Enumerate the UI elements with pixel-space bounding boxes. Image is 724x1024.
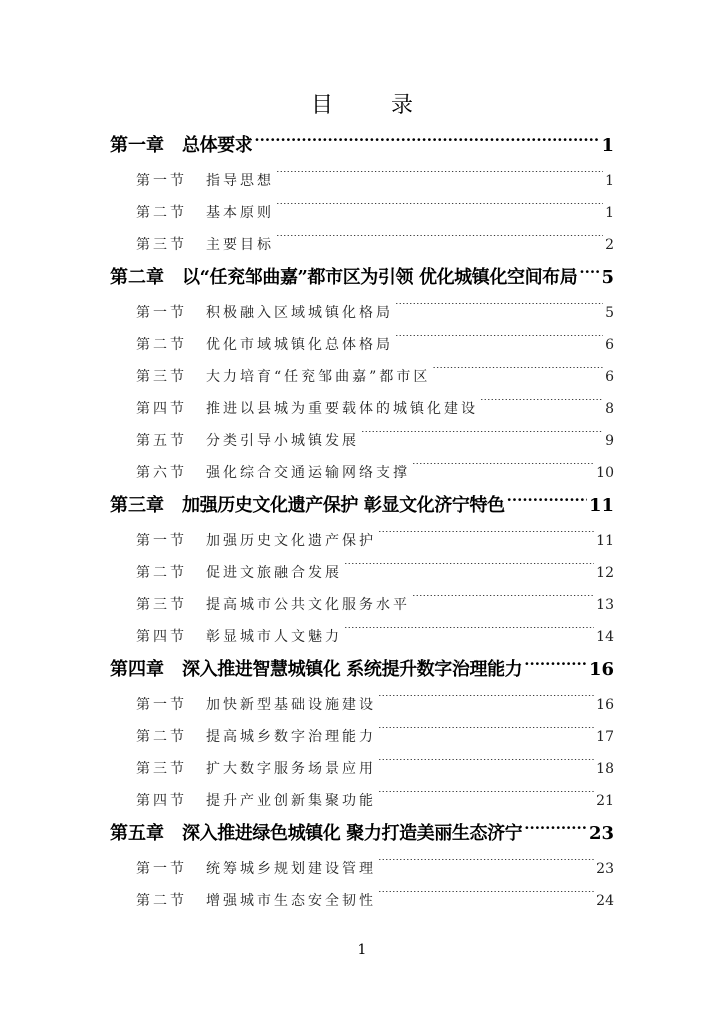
section-title: 推进以县城为重要载体的城镇化建设 [206,401,478,417]
dot-leader [378,891,594,905]
section-title: 分类引导小城镇发展 [206,433,359,449]
section-title: 扩大数字服务场景应用 [206,761,376,777]
chapter-page-number: 11 [588,495,614,516]
section-number: 第一节 [136,173,187,189]
chapter-title: 加强历史文化遗产保护 彰显文化济宁特色 [182,495,505,516]
section-page-number: 9 [605,433,614,449]
dot-leader [412,595,594,609]
section-number: 第四节 [136,793,187,809]
section-title: 基本原则 [206,205,274,221]
section-number: 第二节 [136,337,187,353]
dot-leader [276,235,603,249]
dot-leader [344,627,594,641]
section-title: 指导思想 [206,173,274,189]
section-title: 优化市域城镇化总体格局 [206,337,393,353]
chapter-number: 第五章 [110,823,164,844]
section-page-number: 23 [596,861,614,877]
dot-leader [378,791,594,805]
toc-section-entry[interactable] [110,425,614,457]
section-title: 促进文旅融合发展 [206,565,342,581]
toc-section-entry[interactable] [110,197,614,229]
page-title: 目 录 [310,93,431,118]
section-title: 积极融入区域城镇化格局 [206,305,393,321]
section-page-number: 1 [605,205,614,221]
section-page-number: 18 [596,761,614,777]
toc-section-entry[interactable] [110,297,614,329]
section-page-number: 6 [605,369,614,385]
chapter-title: 以“任兖邹曲嘉”都市区为引领 优化城镇化空间布局 [182,267,578,288]
toc-section-entry[interactable] [110,525,614,557]
section-page-number: 14 [596,629,614,645]
toc-chapter-entry[interactable] [110,263,614,292]
dot-leader [361,431,603,445]
section-title: 提高城市公共文化服务水平 [206,597,410,613]
toc-section-entry[interactable] [110,361,614,393]
section-title: 强化综合交通运输网络支撑 [206,465,410,481]
chapter-number: 第三章 [110,495,164,516]
dot-leader [507,493,587,511]
table-of-contents [110,131,614,917]
section-number: 第二节 [136,565,187,581]
dot-leader [378,727,594,741]
dot-leader [524,657,587,675]
section-page-number: 8 [605,401,614,417]
dot-leader [378,531,594,545]
section-title: 加强历史文化遗产保护 [206,533,376,549]
section-number: 第二节 [136,729,187,745]
dot-leader [524,821,587,839]
chapter-page-number: 5 [601,267,614,288]
section-page-number: 5 [605,305,614,321]
dot-leader [395,303,603,317]
section-number: 第一节 [136,305,187,321]
toc-chapter-entry[interactable] [110,819,614,848]
section-page-number: 12 [596,565,614,581]
section-title: 提高城乡数字治理能力 [206,729,376,745]
toc-section-entry[interactable] [110,853,614,885]
section-page-number: 24 [596,893,614,909]
toc-section-entry[interactable] [110,753,614,785]
section-number: 第四节 [136,401,187,417]
section-title: 增强城市生态安全韧性 [206,893,376,909]
toc-section-entry[interactable] [110,621,614,653]
section-title: 提升产业创新集聚功能 [206,793,376,809]
section-page-number: 2 [605,237,614,253]
section-title: 大力培育“任兖邹曲嘉”都市区 [206,369,431,385]
section-number: 第六节 [136,465,187,481]
toc-section-entry[interactable] [110,393,614,425]
toc-chapter-entry[interactable] [110,491,614,520]
section-number: 第三节 [136,237,187,253]
dot-leader [395,335,603,349]
section-number: 第二节 [136,205,187,221]
section-page-number: 17 [596,729,614,745]
dot-leader [432,367,603,381]
section-number: 第一节 [136,533,187,549]
section-number: 第二节 [136,893,187,909]
chapter-page-number: 1 [601,135,614,156]
toc-section-entry[interactable] [110,165,614,197]
dot-leader [254,133,599,151]
dot-leader [480,399,603,413]
toc-section-entry[interactable] [110,689,614,721]
section-page-number: 21 [596,793,614,809]
dot-leader [412,463,594,477]
section-title: 统筹城乡规划建设管理 [206,861,376,877]
chapter-page-number: 16 [588,659,614,680]
toc-section-entry[interactable] [110,721,614,753]
dot-leader [378,759,594,773]
toc-section-entry[interactable] [110,557,614,589]
dot-leader [276,203,603,217]
toc-section-entry[interactable] [110,229,614,261]
chapter-number: 第二章 [110,267,164,288]
page-number: 1 [357,942,367,958]
toc-section-entry[interactable] [110,885,614,917]
section-page-number: 1 [605,173,614,189]
chapter-number: 第四章 [110,659,164,680]
dot-leader [378,859,594,873]
toc-section-entry[interactable] [110,589,614,621]
dot-leader [579,265,599,283]
toc-chapter-entry[interactable] [110,655,614,684]
section-title: 主要目标 [206,237,274,253]
dot-leader [378,695,594,709]
toc-section-entry[interactable] [110,457,614,489]
section-page-number: 10 [596,465,614,481]
dot-leader [276,171,603,185]
toc-section-entry[interactable] [110,785,614,817]
toc-chapter-entry[interactable] [110,131,614,160]
section-title: 彰显城市人文魅力 [206,629,342,645]
section-title: 加快新型基础设施建设 [206,697,376,713]
section-number: 第一节 [136,697,187,713]
section-page-number: 16 [596,697,614,713]
chapter-page-number: 23 [588,823,614,844]
section-number: 第四节 [136,629,187,645]
chapter-title: 深入推进智慧城镇化 系统提升数字治理能力 [182,659,523,680]
section-page-number: 11 [596,533,614,549]
chapter-number: 第一章 [110,135,164,156]
section-number: 第五节 [136,433,187,449]
section-number: 第一节 [136,861,187,877]
toc-section-entry[interactable] [110,329,614,361]
dot-leader [344,563,594,577]
section-page-number: 6 [605,337,614,353]
chapter-title: 深入推进绿色城镇化 聚力打造美丽生态济宁 [182,823,523,844]
section-number: 第三节 [136,761,187,777]
section-page-number: 13 [596,597,614,613]
section-number: 第三节 [136,369,187,385]
section-number: 第三节 [136,597,187,613]
chapter-title: 总体要求 [182,135,253,156]
